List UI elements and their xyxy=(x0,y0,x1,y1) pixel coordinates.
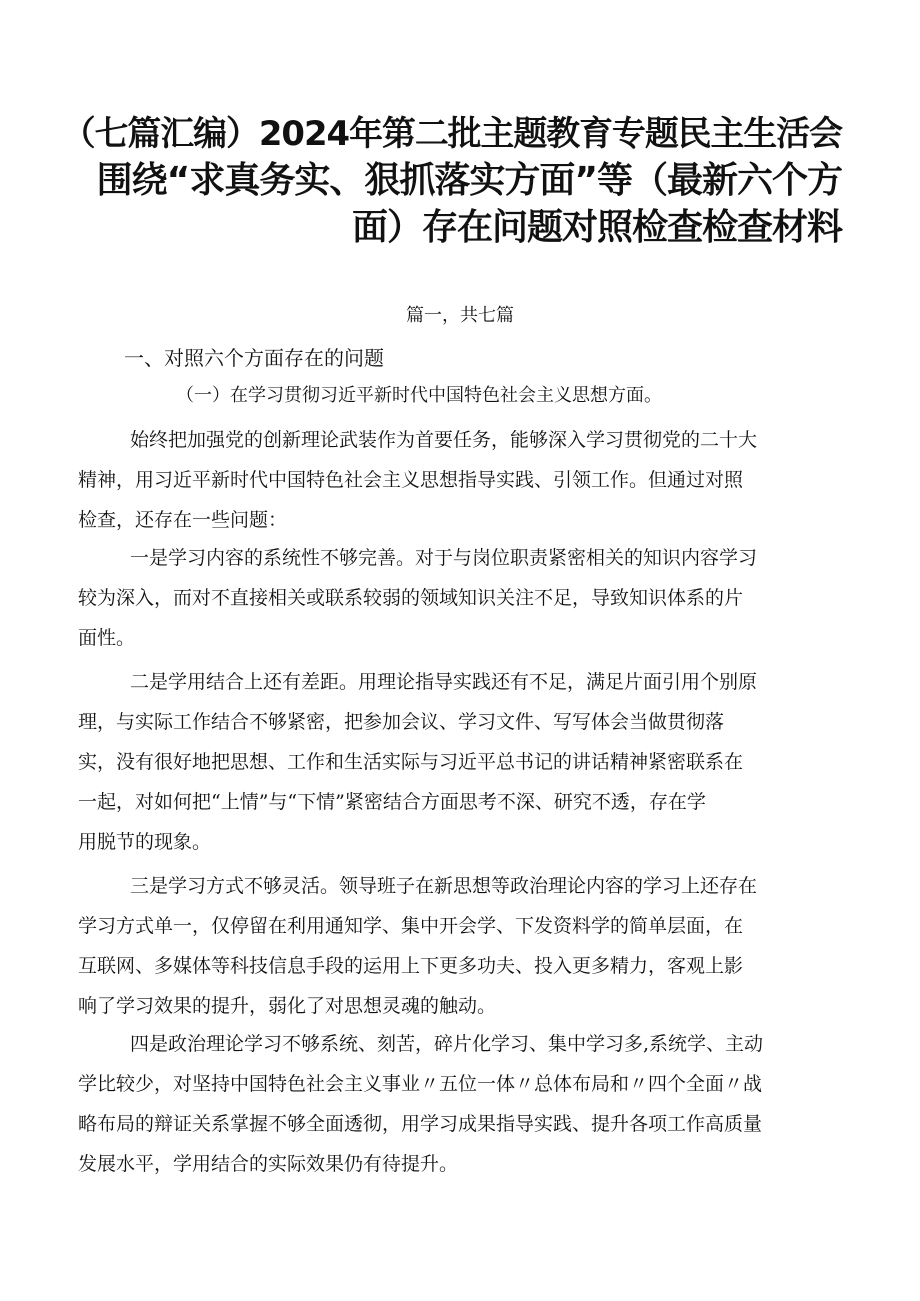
paragraph-line: 略布局的辩证关系掌握不够全面透彻，用学习成果指导实践、提升各项工作高质量 xyxy=(78,1113,763,1135)
paragraph-line: 发展水平，学用结合的实际效果仍有待提升。 xyxy=(78,1153,459,1175)
title-line: 面）存在问题对照检查检查材料 xyxy=(351,207,842,248)
paragraph-line: 面性。 xyxy=(78,627,136,649)
paragraph-line: 响了学习效果的提升，弱化了对思想灵魂的触动。 xyxy=(78,995,497,1017)
section-heading: 一、对照六个方面存在的问题 xyxy=(124,346,384,370)
paragraph-line: 理，与实际工作结合不够紧密，把参加会议、学习文件、写写体会当做贯彻落 xyxy=(78,711,725,733)
title-line: （七篇汇编）2024年第二批主题教育专题民主生活会 xyxy=(61,114,842,153)
paragraph xyxy=(78,420,850,540)
document-subtitle: 篇一，共七篇 xyxy=(406,305,514,326)
subsection-heading: （一）在学习贯彻习近平新时代中国特色社会主义思想方面。 xyxy=(176,385,662,406)
paragraph xyxy=(78,662,850,862)
paragraph-line: 精神，用习近平新时代中国特色社会主义思想指导实践、引领工作。但通过对照 xyxy=(78,469,744,491)
paragraph-line: 三是学习方式不够灵活。领导班子在新思想等政治理论内容的学习上还存在 xyxy=(130,875,758,897)
paragraph-line: 实，没有很好地把思想、工作和生活实际与习近平总书记的讲话精神紧密联系在 xyxy=(78,751,744,773)
paragraph-line: 始终把加强党的创新理论武装作为首要任务，能够深入学习贯彻党的二十大 xyxy=(130,429,758,451)
paragraph-line: 检查，还存在一些问题： xyxy=(78,509,288,531)
document-title xyxy=(60,110,842,251)
paragraph-line: 用脱节的现象。 xyxy=(78,831,212,853)
paragraph-line: 一起，对如何把“上情”与“下情”紧密结合方面思考不深、研究不透，存在学 xyxy=(78,791,706,813)
paragraph xyxy=(78,1024,850,1184)
paragraph-line: 互联网、多媒体等科技信息手段的运用上下更多功夫、投入更多精力，客观上影 xyxy=(78,955,744,977)
paragraph-line: 学习方式单一，仅停留在利用通知学、集中开会学、下发资料学的简单层面，在 xyxy=(78,915,744,937)
paragraph-line: 一是学习内容的系统性不够完善。对于与岗位职责紧密相关的知识内容学习 xyxy=(130,547,758,569)
paragraph-line: 二是学用结合上还有差距。用理论指导实践还有不足，满足片面引用个别原 xyxy=(130,671,758,693)
paragraph-line: 较为深入，而对不直接相关或联系较弱的领域知识关注不足，导致知识体系的片 xyxy=(78,587,744,609)
paragraph xyxy=(78,866,850,1026)
paragraph-line: 学比较少，对坚持中国特色社会主义事业〃五位一体〃总体布局和〃四个全面〃战 xyxy=(78,1073,763,1095)
title-line: 围绕“求真务实、狠抓落实方面”等（最新六个方 xyxy=(96,160,842,201)
paragraph xyxy=(78,538,850,658)
paragraph-line: 四是政治理论学习不够系统、刻苦，碎片化学习、集中学习多,系统学、主动 xyxy=(130,1033,764,1055)
